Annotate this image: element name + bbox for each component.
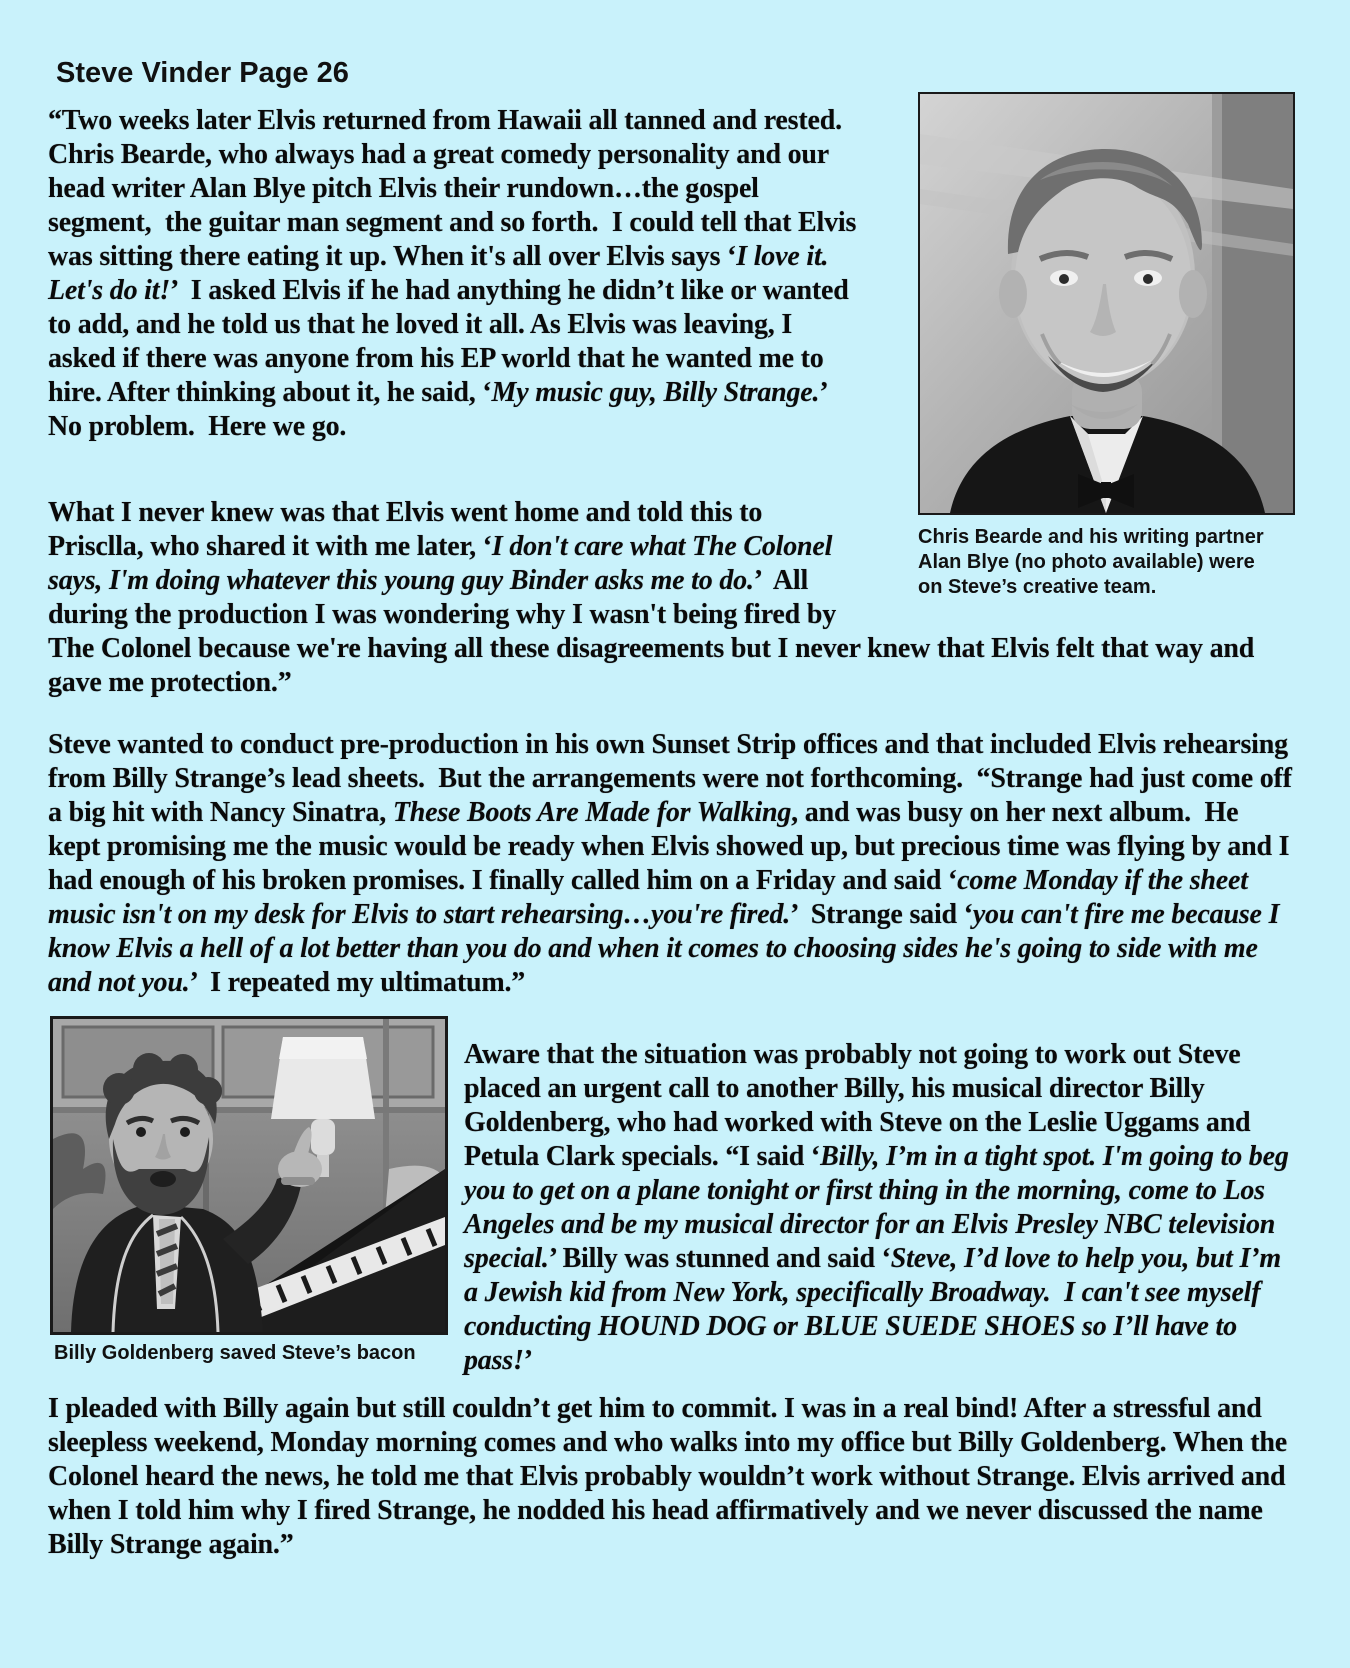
text-run: ’ Billy was stunned and said ‘ xyxy=(548,1243,891,1274)
italic-text-run: I love it. Let's do it! xyxy=(48,241,836,306)
text-run: ’ All during the production I was wondering why I wasn't being fired by The Colonel because we're having all these disagreements but I never knew that Elvis felt that way and gave me protection.” xyxy=(48,565,1261,698)
italic-text-run: Steve, I’d love to help you, but I’m a Jewish kid from New York, specifically Broadway. I can't see myself conducting HOUND DOG or BLUE SUEDE SHOES so I’ll have to pass! xyxy=(464,1243,1288,1376)
text-run: ’ I repeated my ultimatum.” xyxy=(189,967,526,998)
text-run: ’ Strange said ‘ xyxy=(790,899,973,930)
chris-bearde-photo-art xyxy=(920,94,1293,513)
page-title: Steve Vinder Page 26 xyxy=(56,57,349,89)
text-run: I pleaded with Billy again but still couldn’t get him to commit. I was in a real bind! After a stressful and sleepless weekend, Monday morning comes and who walks into my office but Billy Goldenberg. When the Colonel heard the news, he told me that Elvis probably wouldn’t work without Strange. Elvis arrived and when I told him why I fired Strange, he nodded his head affirmatively and we never discussed the name Billy Strange again.” xyxy=(48,1393,1294,1560)
text-run: “Two weeks later Elvis returned from Hawaii all tanned and rested. Chris Bearde, who always had a great comedy personality and our head writer Alan Blye pitch Elvis their rundown…the gospel segment, the guitar man segment and so forth. I could tell that Elvis was sitting there eating it up. When it's all over Elvis says ‘ xyxy=(48,105,863,272)
italic-text-run: I don't care what The Colonel says, I'm doing whatever this young guy Binder asks me to do. xyxy=(48,531,840,596)
italic-text-run: These Boots Are Made for Walking xyxy=(392,797,792,828)
paragraph-billy-strange xyxy=(48,728,1299,1000)
goldenberg-photo xyxy=(50,1016,448,1335)
text-run: ’ No problem. Here we go. xyxy=(48,377,840,442)
chris-bearde-photo xyxy=(918,92,1295,515)
text-run: ’ xyxy=(523,1345,533,1376)
chris-bearde-figure xyxy=(918,92,1295,600)
caption-line: Chris Bearde and his writing partner xyxy=(918,526,1264,548)
italic-text-run: come Monday if the sheet music isn't on my desk for Elvis to start rehearsing…you're fired. xyxy=(48,865,1255,930)
italic-text-run: Billy, I’m in a tight spot. I'm going to beg you to get on a plane tonight or first thing in the morning, come to Los Angeles and be my musical director for an Elvis Presley NBC television special. xyxy=(464,1141,1296,1274)
text-run: Aware that the situation was probably not going to work out Steve placed an urgent call to another Billy, his musical director Billy Goldenberg, who had worked with Steve on the Leslie Uggams and Petula Clark specials. “I said ‘ xyxy=(464,1039,1258,1172)
chris-bearde-caption xyxy=(918,525,1295,600)
italic-text-run: you can't fire me because I know Elvis a hell of a lot better than you do and when it comes to choosing sides he's going to side with me and not you. xyxy=(48,899,1287,998)
text-run: Steve wanted to conduct pre-production in his own Sunset Strip offices and that included Elvis rehearsing from Billy Strange’s lead sheets. But the arrangements were not forthcoming. “Strange had just come off a big hit with Nancy Sinatra, xyxy=(48,729,1299,828)
caption-line: Alan Blye (no photo available) were xyxy=(918,551,1255,573)
caption-line: on Steve’s creative team. xyxy=(918,576,1157,598)
goldenberg-caption: Billy Goldenberg saved Steve’s bacon xyxy=(54,1342,416,1364)
goldenberg-photo-art xyxy=(53,1019,445,1332)
goldenberg-figure xyxy=(50,1016,448,1366)
text-run: , and was busy on her next album. He kept promising me the music would be ready when Elvis showed up, but precious time was flying by and I had enough of his broken promises. I finally called him on a Friday and said ‘ xyxy=(48,797,1297,896)
text-run: ’ I asked Elvis if he had anything he didn’t like or wanted to add, and he told us that he loved it all. As Elvis was leaving, I asked if there was anyone from his EP world that he wanted me to hire. After thinking about it, he said, ‘ xyxy=(48,275,856,408)
italic-text-run: My music guy, Billy Strange. xyxy=(491,377,820,408)
text-run: What I never knew was that Elvis went home and told this to Prisclla, who shared it with me later, ‘ xyxy=(48,497,770,562)
paragraph-monday-morning xyxy=(48,1378,1295,1562)
